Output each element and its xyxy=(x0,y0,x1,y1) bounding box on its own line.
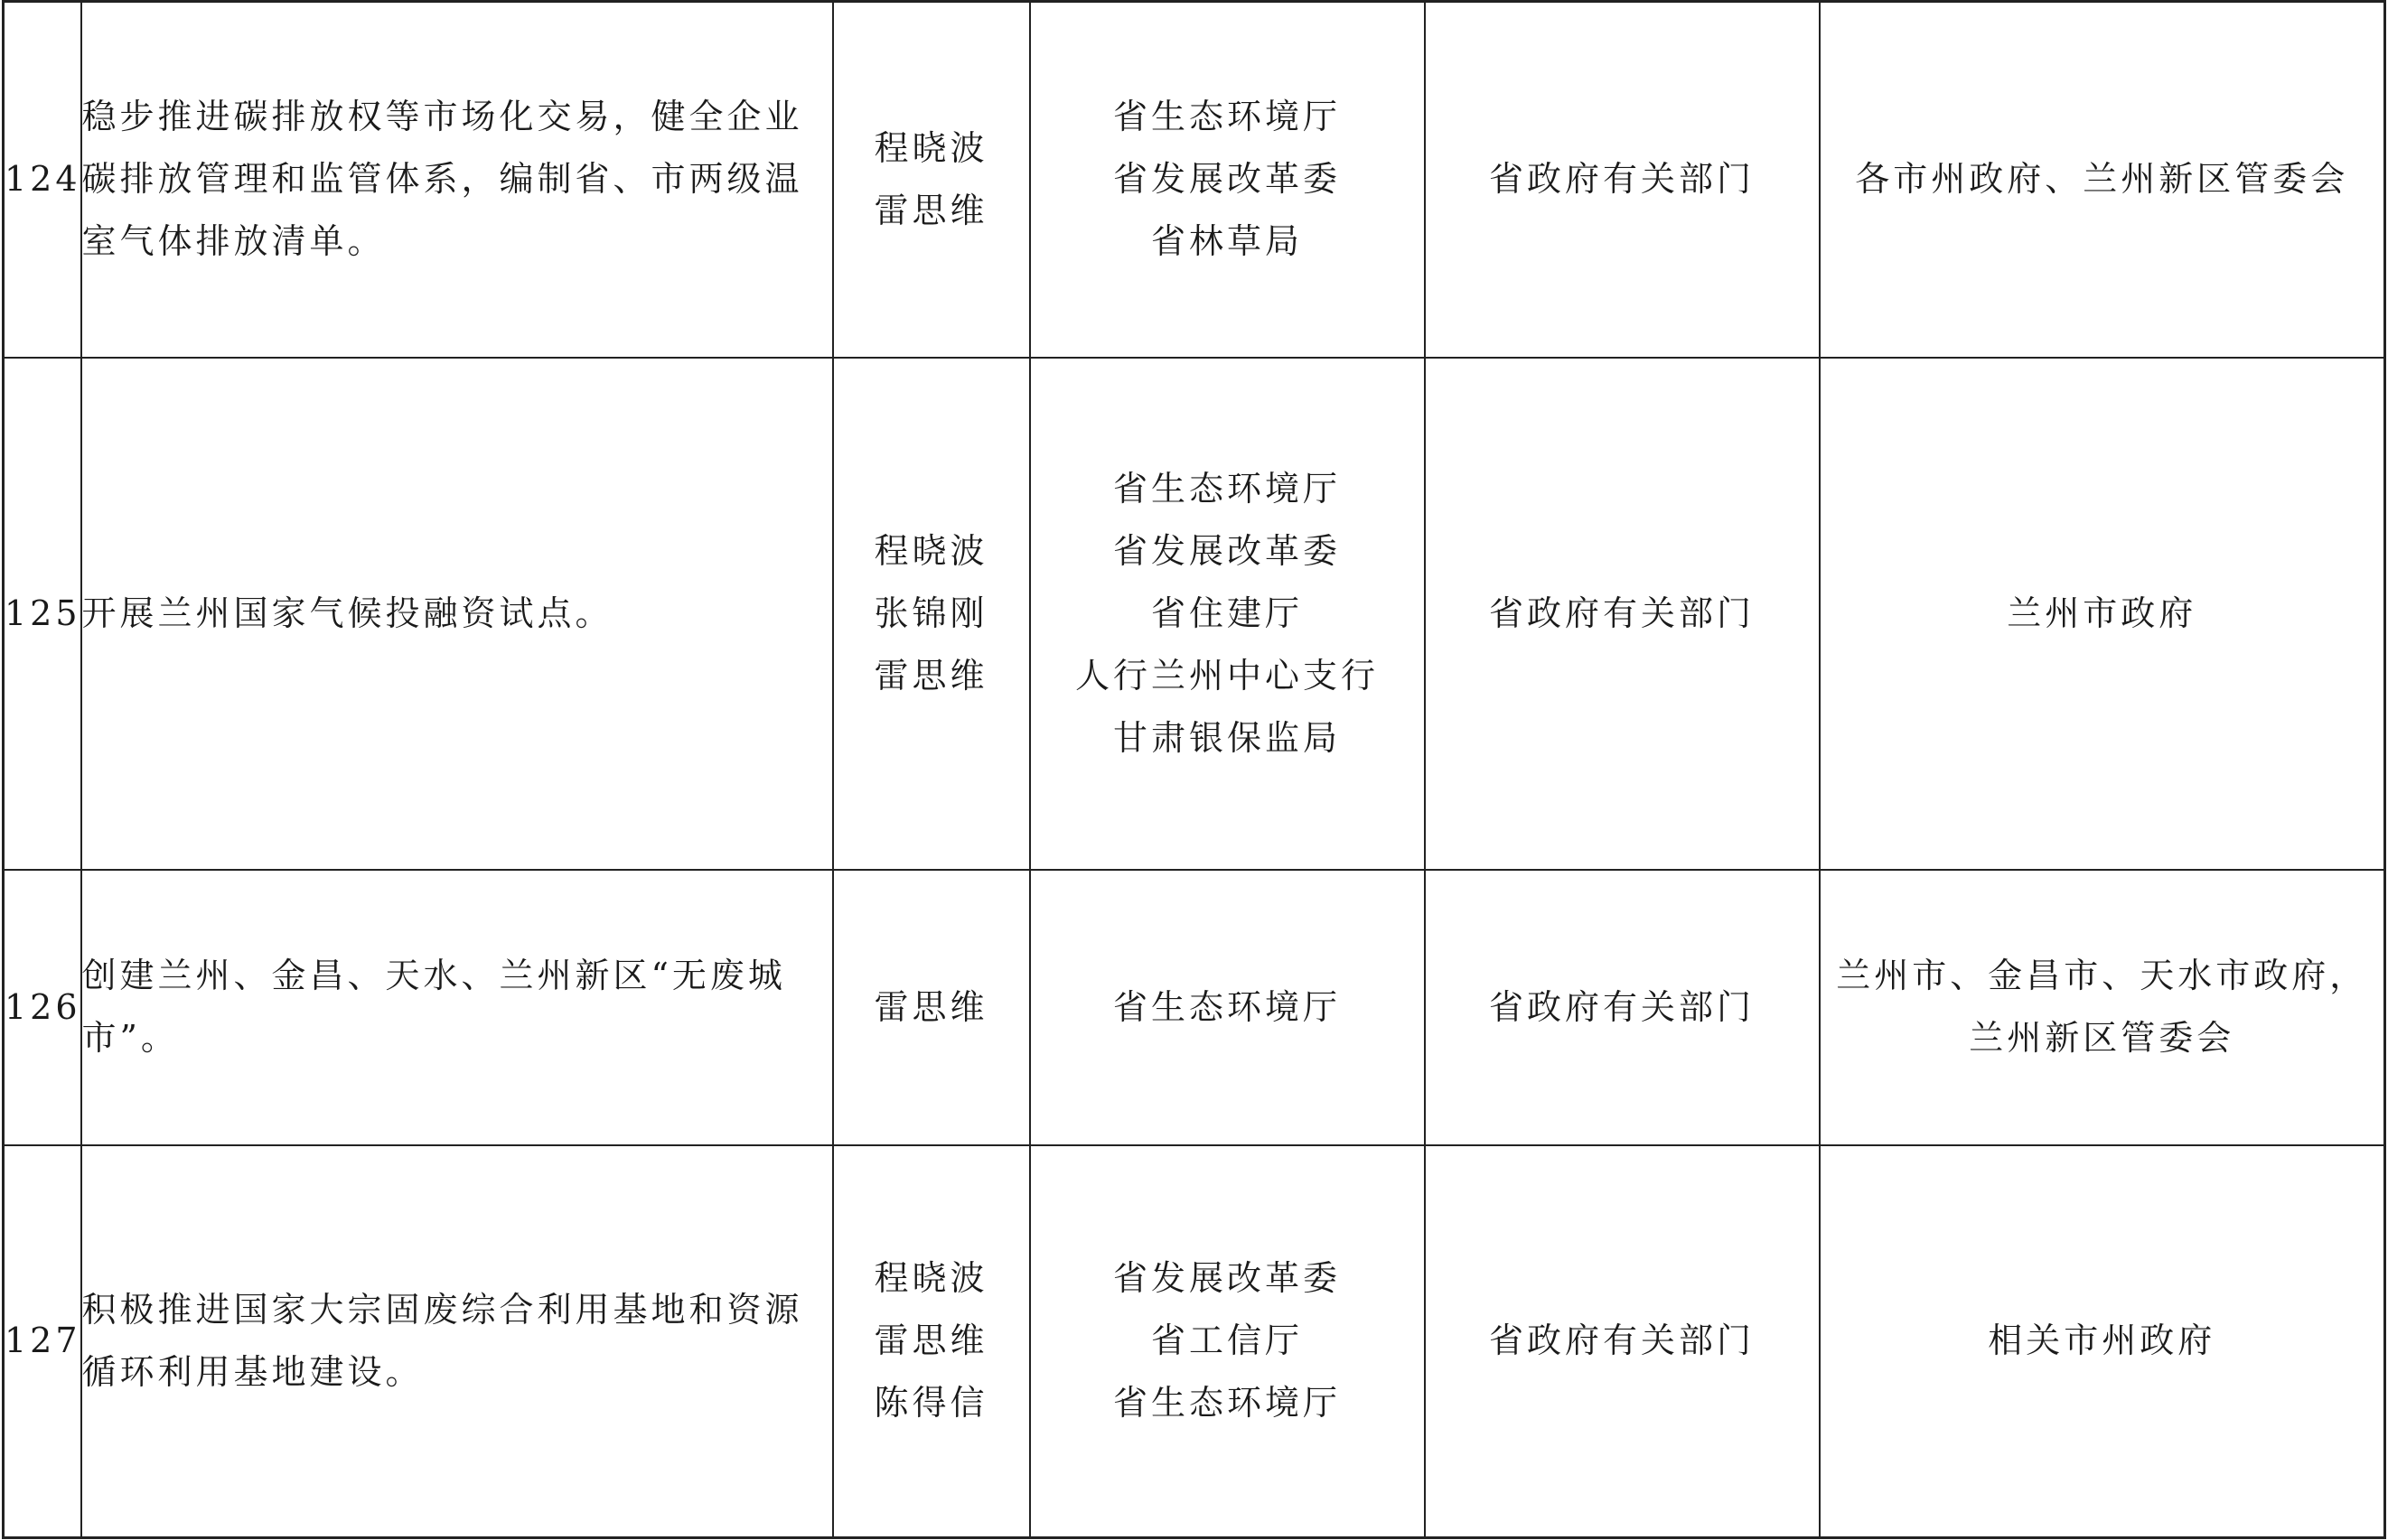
responsible-leaders xyxy=(833,870,1030,1145)
lead-unit: 人行兰州中心支行 xyxy=(1074,655,1379,695)
implementing-units xyxy=(1820,358,2385,870)
leader-name: 张锦刚 xyxy=(874,593,988,633)
implementing-units xyxy=(1820,2,2385,358)
implementing-units xyxy=(1820,1145,2385,1538)
row-number: 124 xyxy=(4,2,81,358)
lead-unit: 省林草局 xyxy=(1150,221,1303,262)
lead-unit: 省生态环境厅 xyxy=(1112,97,1341,137)
task-description: 创建兰州、金昌、天水、兰州新区“无废城市”。 xyxy=(81,870,833,1145)
implementing-unit: 兰州市政府 xyxy=(2007,593,2197,633)
table-row xyxy=(4,1145,2385,1538)
lead-unit: 省生态环境厅 xyxy=(1112,468,1341,509)
leader-name: 陈得信 xyxy=(874,1383,988,1423)
leader-name: 程晓波 xyxy=(874,1258,988,1299)
row-number: 125 xyxy=(4,358,81,870)
lead-unit: 省生态环境厅 xyxy=(1112,986,1341,1027)
lead-unit: 省发展改革委 xyxy=(1112,1258,1341,1299)
lead-unit: 省住建厅 xyxy=(1150,593,1303,633)
cooperating-units: 省政府有关部门 xyxy=(1425,870,1820,1145)
responsible-leaders xyxy=(833,1145,1030,1538)
leader-name: 程晓波 xyxy=(874,530,988,571)
lead-units xyxy=(1030,870,1425,1145)
task-description: 积极推进国家大宗固废综合利用基地和资源循环利用基地建设。 xyxy=(81,1145,833,1538)
implementing-unit: 兰州新区管委会 xyxy=(1969,1018,2235,1058)
table-row xyxy=(4,2,2385,358)
row-number: 126 xyxy=(4,870,81,1145)
cooperating-units: 省政府有关部门 xyxy=(1425,358,1820,870)
lead-unit: 省工信厅 xyxy=(1150,1321,1303,1361)
task-table xyxy=(2,0,2386,1539)
lead-unit: 省发展改革委 xyxy=(1112,159,1341,200)
lead-unit: 省发展改革委 xyxy=(1112,530,1341,571)
leader-name: 雷思维 xyxy=(874,986,988,1027)
task-description: 稳步推进碳排放权等市场化交易，健全企业碳排放管理和监管体系，编制省、市两级温室气体排放清单。 xyxy=(81,2,833,358)
responsible-leaders xyxy=(833,2,1030,358)
task-description: 开展兰州国家气候投融资试点。 xyxy=(81,358,833,870)
implementing-unit: 各市州政府、兰州新区管委会 xyxy=(1855,159,2349,200)
leader-name: 程晓波 xyxy=(874,127,988,168)
lead-units xyxy=(1030,358,1425,870)
leader-name: 雷思维 xyxy=(874,655,988,695)
implementing-unit: 兰州市、金昌市、天水市政府， xyxy=(1836,956,2368,995)
table-row xyxy=(4,358,2385,870)
implementing-units xyxy=(1820,870,2385,1145)
lead-units xyxy=(1030,1145,1425,1538)
responsible-leaders xyxy=(833,358,1030,870)
cooperating-units: 省政府有关部门 xyxy=(1425,2,1820,358)
lead-unit: 省生态环境厅 xyxy=(1112,1383,1341,1423)
implementing-unit: 相关市州政府 xyxy=(1988,1321,2216,1361)
table-row xyxy=(4,870,2385,1145)
leader-name: 雷思维 xyxy=(874,1321,988,1361)
lead-units xyxy=(1030,2,1425,358)
row-number: 127 xyxy=(4,1145,81,1538)
lead-unit: 甘肃银保监局 xyxy=(1112,717,1341,758)
leader-name: 雷思维 xyxy=(874,190,988,230)
cooperating-units: 省政府有关部门 xyxy=(1425,1145,1820,1538)
